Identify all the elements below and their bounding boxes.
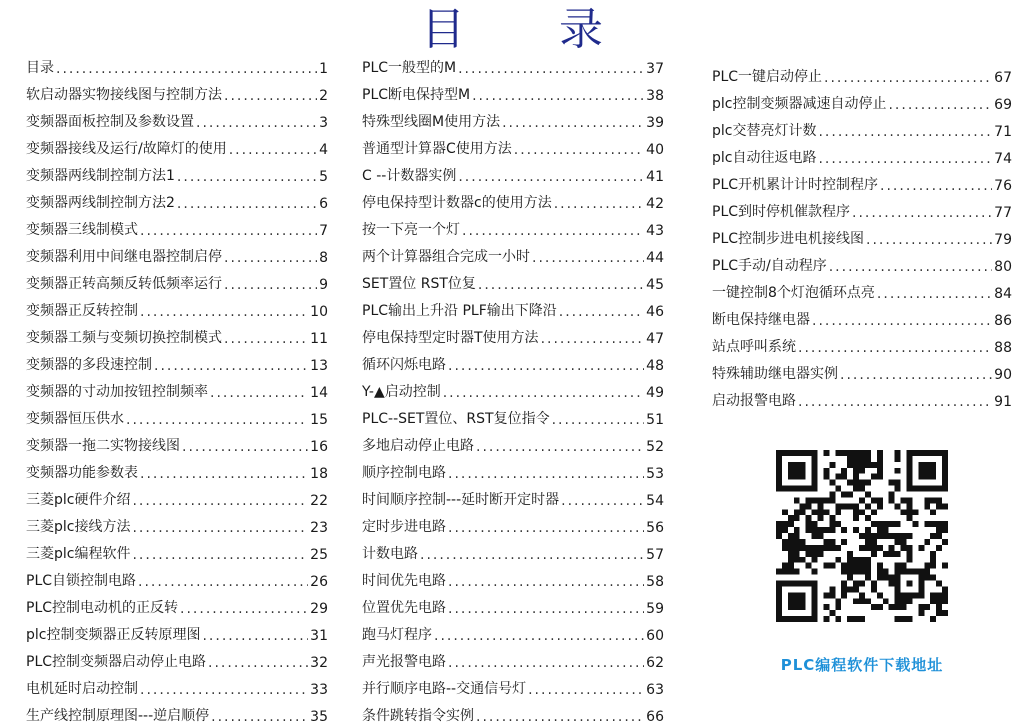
- toc-entry[interactable]: [712, 356, 1012, 383]
- toc-entry[interactable]: [26, 401, 328, 428]
- toc-entry[interactable]: [712, 302, 1012, 329]
- toc-leader-dots: [132, 547, 308, 563]
- toc-leader-dots: [177, 196, 317, 212]
- toc-entry-page: 3: [319, 115, 328, 131]
- toc-leader-dots: [888, 97, 992, 113]
- toc-entry-title: 循环闪烁电路: [362, 357, 446, 373]
- toc-entry[interactable]: [26, 590, 328, 617]
- toc-entry[interactable]: [26, 158, 328, 185]
- toc-entry[interactable]: [362, 239, 664, 266]
- toc-entry-page: 35: [310, 709, 328, 725]
- toc-leader-dots: [552, 412, 645, 428]
- toc-leader-dots: [224, 331, 308, 347]
- toc-entry-page: 84: [994, 286, 1012, 302]
- toc-entry[interactable]: [26, 131, 328, 158]
- toc-entry-page: 80: [994, 259, 1012, 275]
- toc-entry-title: 定时步进电路: [362, 519, 446, 535]
- toc-entry-page: 13: [310, 358, 328, 374]
- toc-entry[interactable]: [26, 185, 328, 212]
- qr-caption: PLC编程软件下载地址: [780, 656, 944, 674]
- toc-entry-page: 45: [646, 277, 664, 293]
- toc-entry-page: 57: [646, 547, 664, 563]
- toc-entry-page: 58: [646, 574, 664, 590]
- toc-entry-page: 74: [994, 151, 1012, 167]
- toc-entry[interactable]: [362, 293, 664, 320]
- toc-entry-title: 时间顺序控制---延时断开定时器: [362, 492, 560, 508]
- toc-entry-title: PLC控制变频器启动停止电路: [26, 654, 207, 670]
- toc-entry-title: 变频器利用中间继电器控制启停: [26, 249, 222, 265]
- toc-leader-dots: [462, 223, 644, 239]
- toc-entry-page: 37: [646, 61, 664, 77]
- toc-leader-dots: [180, 601, 308, 617]
- toc-leader-dots: [458, 169, 644, 185]
- toc-entry-title: 目录: [26, 60, 54, 76]
- toc-leader-dots: [448, 520, 644, 536]
- toc-entry[interactable]: [26, 482, 328, 509]
- toc-entry-title: plc控制变频器正反转原理图: [26, 627, 201, 643]
- toc-entry[interactable]: [362, 158, 664, 185]
- toc-entry-page: 76: [994, 178, 1012, 194]
- toc-entry-page: 90: [994, 367, 1012, 383]
- toc-entry[interactable]: [362, 266, 664, 293]
- toc-entry[interactable]: [26, 266, 328, 293]
- toc-entry-title: PLC输出上升沿 PLF输出下降沿: [362, 303, 557, 319]
- toc-entry-title: PLC自锁控制电路: [26, 573, 137, 589]
- toc-entry-title: 三菱plc接线方法: [26, 519, 131, 535]
- toc-entry-title: 变频器两线制控制方法1: [26, 168, 175, 184]
- toc-entry-title: PLC--SET置位、RST复位指令: [362, 411, 550, 427]
- toc-entry-title: 并行顺序电路--交通信号灯: [362, 681, 527, 697]
- toc-entry-title: PLC开机累计计时控制程序: [712, 177, 879, 193]
- toc-entry-page: 47: [646, 331, 664, 347]
- toc-entry[interactable]: [26, 104, 328, 131]
- toc-leader-dots: [478, 277, 644, 293]
- toc-entry-title: 变频器恒压供水: [26, 411, 124, 427]
- toc-entry[interactable]: [362, 131, 664, 158]
- toc-leader-dots: [211, 709, 308, 725]
- toc-entry-page: 16: [310, 439, 328, 455]
- toc-entry-title: 时间优先电路: [362, 573, 446, 589]
- toc-column-1: [26, 50, 328, 725]
- toc-leader-dots: [880, 178, 992, 194]
- toc-leader-dots: [448, 655, 644, 671]
- toc-entry[interactable]: [26, 50, 328, 77]
- toc-entry-title: 变频器面板控制及参数设置: [26, 114, 194, 130]
- toc-entry[interactable]: [362, 374, 664, 401]
- toc-entry-page: 39: [646, 115, 664, 131]
- toc-leader-dots: [532, 250, 644, 266]
- toc-entry-title: 变频器两线制控制方法2: [26, 195, 175, 211]
- toc-entry[interactable]: [712, 167, 1012, 194]
- toc-leader-dots: [559, 304, 644, 320]
- toc-entry-title: 计数电路: [362, 546, 418, 562]
- toc-entry[interactable]: [712, 86, 1012, 113]
- toc-entry-page: 41: [646, 169, 664, 185]
- toc-entry-title: 三菱plc编程软件: [26, 546, 131, 562]
- toc-entry-title: 变频器正转高频反转低频率运行: [26, 276, 222, 292]
- toc-entry-page: 52: [646, 439, 664, 455]
- toc-entry-title: 跑马灯程序: [362, 627, 432, 643]
- toc-entry-page: 43: [646, 223, 664, 239]
- toc-leader-dots: [812, 313, 992, 329]
- toc-leader-dots: [798, 340, 992, 356]
- toc-entry-page: 46: [646, 304, 664, 320]
- toc-leader-dots: [202, 628, 308, 644]
- toc-entry-page: 79: [994, 232, 1012, 248]
- toc-entry[interactable]: [26, 239, 328, 266]
- toc-entry-title: 生产线控制原理图---逆启顺停: [26, 708, 210, 724]
- toc-leader-dots: [138, 574, 308, 590]
- toc-entry-page: 18: [310, 466, 328, 482]
- toc-entry[interactable]: [362, 617, 664, 644]
- toc-entry[interactable]: [26, 293, 328, 320]
- toc-leader-dots: [840, 367, 992, 383]
- toc-leader-dots: [472, 88, 644, 104]
- toc-entry-page: 31: [310, 628, 328, 644]
- toc-entry-title: PLC一般型的M: [362, 60, 457, 76]
- toc-entry[interactable]: [26, 212, 328, 239]
- toc-entry-title: 多地启动停止电路: [362, 438, 474, 454]
- toc-entry[interactable]: [362, 212, 664, 239]
- toc-entry-title: PLC手动/自动程序: [712, 258, 827, 274]
- toc-entry-title: 一键控制8个灯泡循环点亮: [712, 285, 875, 301]
- toc-leader-dots: [420, 547, 644, 563]
- toc-entry-title: PLC一键启动停止: [712, 69, 823, 85]
- toc-entry-page: 56: [646, 520, 664, 536]
- toc-entry[interactable]: [362, 536, 664, 563]
- toc-entry[interactable]: [26, 536, 328, 563]
- toc-entry-page: 11: [310, 331, 328, 347]
- toc-leader-dots: [140, 223, 317, 239]
- toc-entry[interactable]: [362, 50, 664, 77]
- toc-entry-page: 48: [646, 358, 664, 374]
- toc-entry-page: 49: [646, 385, 664, 401]
- toc-leader-dots: [866, 232, 992, 248]
- toc-entry[interactable]: [362, 77, 664, 104]
- toc-entry-title: plc交替亮灯计数: [712, 123, 817, 139]
- toc-entry-title: 变频器的寸动加按钮控制频率: [26, 384, 208, 400]
- toc-entry-title: PLC控制电动机的正反转: [26, 600, 179, 616]
- toc-entry-page: 42: [646, 196, 664, 212]
- toc-leader-dots: [798, 394, 992, 410]
- toc-entry[interactable]: [362, 320, 664, 347]
- toc-entry-page: 33: [310, 682, 328, 698]
- toc-entry-page: 60: [646, 628, 664, 644]
- toc-entry-page: 9: [319, 277, 328, 293]
- toc-entry-page: 15: [310, 412, 328, 428]
- toc-entry[interactable]: [362, 104, 664, 131]
- toc-leader-dots: [196, 115, 317, 131]
- toc-entry[interactable]: [712, 329, 1012, 356]
- toc-entry-title: 声光报警电路: [362, 654, 446, 670]
- toc-leader-dots: [210, 385, 308, 401]
- toc-entry-page: 22: [310, 493, 328, 509]
- toc-entry[interactable]: [362, 644, 664, 671]
- toc-entry[interactable]: [362, 401, 664, 428]
- toc-entry-page: 29: [310, 601, 328, 617]
- toc-entry-title: 停电保持型定时器T使用方法: [362, 330, 539, 346]
- toc-entry-page: 40: [646, 142, 664, 158]
- toc-leader-dots: [502, 115, 644, 131]
- toc-leader-dots: [852, 205, 992, 221]
- toc-entry-title: plc自动往返电路: [712, 150, 817, 166]
- toc-entry-page: 71: [994, 124, 1012, 140]
- toc-entry[interactable]: [712, 275, 1012, 302]
- toc-entry-title: 变频器的多段速控制: [26, 357, 152, 373]
- toc-entry-page: 2: [319, 88, 328, 104]
- toc-entry-title: 普通型计算器C使用方法: [362, 141, 512, 157]
- toc-entry[interactable]: [26, 563, 328, 590]
- toc-leader-dots: [224, 250, 317, 266]
- toc-entry-page: 25: [310, 547, 328, 563]
- toc-entry-page: 88: [994, 340, 1012, 356]
- toc-entry-title: 电机延时启动控制: [26, 681, 138, 697]
- toc-entry[interactable]: [26, 617, 328, 644]
- toc-entry-title: 条件跳转指令实例: [362, 708, 474, 724]
- toc-entry[interactable]: [26, 374, 328, 401]
- toc-entry-title: PLC断电保持型M: [362, 87, 471, 103]
- toc-entry-page: 51: [646, 412, 664, 428]
- toc-entry-page: 8: [319, 250, 328, 266]
- toc-leader-dots: [140, 466, 308, 482]
- toc-entry-title: 变频器接线及运行/故障灯的使用: [26, 141, 227, 157]
- toc-leader-dots: [434, 628, 644, 644]
- toc-leader-dots: [448, 466, 644, 482]
- toc-entry-title: 软启动器实物接线图与控制方法: [26, 87, 222, 103]
- toc-entry[interactable]: [362, 509, 664, 536]
- qr-code-icon: [776, 450, 948, 622]
- toc-entry-page: 7: [319, 223, 328, 239]
- toc-leader-dots: [140, 304, 308, 320]
- toc-entry-title: PLC控制步进电机接线图: [712, 231, 865, 247]
- toc-entry-title: 按一下亮一个灯: [362, 222, 460, 238]
- toc-leader-dots: [824, 70, 992, 86]
- toc-entry-title: plc控制变频器减速自动停止: [712, 96, 887, 112]
- toc-leader-dots: [448, 601, 644, 617]
- toc-leader-dots: [140, 682, 308, 698]
- toc-leader-dots: [818, 151, 992, 167]
- toc-entry-page: 14: [310, 385, 328, 401]
- toc-entry[interactable]: [362, 671, 664, 698]
- toc-leader-dots: [443, 385, 644, 401]
- toc-leader-dots: [561, 493, 644, 509]
- toc-entry-title: 顺序控制电路: [362, 465, 446, 481]
- toc-entry-page: 62: [646, 655, 664, 671]
- toc-entry-title: 特殊型线圈M使用方法: [362, 114, 501, 130]
- toc-entry-page: 67: [994, 70, 1012, 86]
- toc-entry-title: 三菱plc硬件介绍: [26, 492, 131, 508]
- toc-leader-dots: [224, 88, 317, 104]
- toc-leader-dots: [818, 124, 992, 140]
- toc-entry-page: 86: [994, 313, 1012, 329]
- toc-entry-page: 1: [319, 61, 328, 77]
- page-title: 目 录: [421, 4, 643, 55]
- toc-leader-dots: [182, 439, 308, 455]
- toc-entry[interactable]: [712, 140, 1012, 167]
- toc-leader-dots: [154, 358, 308, 374]
- toc-entry-page: 77: [994, 205, 1012, 221]
- toc-entry[interactable]: [712, 113, 1012, 140]
- toc-entry-title: 变频器正反转控制: [26, 303, 138, 319]
- toc-entry-title: 变频器三线制模式: [26, 222, 138, 238]
- toc-entry[interactable]: [26, 644, 328, 671]
- toc-entry[interactable]: [26, 428, 328, 455]
- toc-entry-title: 变频器一拖二实物接线图: [26, 438, 180, 454]
- toc-entry[interactable]: [362, 185, 664, 212]
- toc-entry[interactable]: [362, 563, 664, 590]
- toc-entry-page: 4: [319, 142, 328, 158]
- toc-leader-dots: [458, 61, 644, 77]
- toc-entry-page: 54: [646, 493, 664, 509]
- toc-leader-dots: [126, 412, 308, 428]
- toc-leader-dots: [541, 331, 645, 347]
- toc-leader-dots: [229, 142, 317, 158]
- toc-leader-dots: [56, 61, 317, 77]
- toc-entry-page: 44: [646, 250, 664, 266]
- toc-entry-page: 23: [310, 520, 328, 536]
- toc-entry-page: 53: [646, 466, 664, 482]
- toc-entry[interactable]: [362, 482, 664, 509]
- toc-entry[interactable]: [362, 347, 664, 374]
- toc-entry-title: PLC到时停机催款程序: [712, 204, 851, 220]
- toc-leader-dots: [829, 259, 992, 275]
- toc-leader-dots: [132, 493, 308, 509]
- toc-entry[interactable]: [712, 59, 1012, 86]
- toc-column-2: [362, 50, 664, 725]
- toc-entry-title: 变频器工频与变频切换控制模式: [26, 330, 222, 346]
- toc-entry[interactable]: [362, 455, 664, 482]
- toc-leader-dots: [877, 286, 992, 302]
- toc-leader-dots: [224, 277, 317, 293]
- toc-entry[interactable]: [712, 248, 1012, 275]
- toc-entry-page: 6: [319, 196, 328, 212]
- toc-leader-dots: [208, 655, 308, 671]
- toc-entry-title: Y-▲启动控制: [362, 384, 441, 400]
- toc-entry-page: 69: [994, 97, 1012, 113]
- toc-leader-dots: [448, 574, 644, 590]
- toc-entry-page: 66: [646, 709, 664, 725]
- toc-entry[interactable]: [26, 455, 328, 482]
- toc-column-3: [712, 59, 1012, 410]
- toc-entry-page: 91: [994, 394, 1012, 410]
- toc-entry-page: 38: [646, 88, 664, 104]
- toc-entry[interactable]: [712, 194, 1012, 221]
- toc-entry[interactable]: [712, 221, 1012, 248]
- toc-entry[interactable]: [26, 77, 328, 104]
- toc-entry[interactable]: [26, 698, 328, 725]
- toc-entry-page: 5: [319, 169, 328, 185]
- toc-entry-title: 特殊辅助继电器实例: [712, 366, 838, 382]
- toc-entry-title: 位置优先电路: [362, 600, 446, 616]
- toc-entry-page: 32: [310, 655, 328, 671]
- toc-leader-dots: [528, 682, 644, 698]
- toc-entry[interactable]: [712, 383, 1012, 410]
- toc-entry[interactable]: [26, 347, 328, 374]
- toc-leader-dots: [476, 439, 644, 455]
- toc-entry-title: 站点呼叫系统: [712, 339, 796, 355]
- toc-leader-dots: [514, 142, 644, 158]
- toc-leader-dots: [132, 520, 308, 536]
- toc-entry[interactable]: [362, 698, 664, 725]
- toc-entry[interactable]: [362, 428, 664, 455]
- toc-entry-title: 停电保持型计数器c的使用方法: [362, 195, 552, 211]
- toc-entry-title: 两个计算器组合完成一小时: [362, 249, 530, 265]
- toc-entry-page: 26: [310, 574, 328, 590]
- toc-entry-title: 变频器功能参数表: [26, 465, 138, 481]
- toc-entry[interactable]: [26, 671, 328, 698]
- toc-entry-title: 启动报警电路: [712, 393, 796, 409]
- toc-entry-page: 63: [646, 682, 664, 698]
- toc-entry-title: SET置位 RST位复: [362, 276, 476, 292]
- toc-entry-page: 10: [310, 304, 328, 320]
- toc-entry[interactable]: [26, 320, 328, 347]
- toc-leader-dots: [448, 358, 644, 374]
- toc-leader-dots: [177, 169, 317, 185]
- toc-leader-dots: [554, 196, 644, 212]
- toc-entry[interactable]: [362, 590, 664, 617]
- toc-entry-page: 59: [646, 601, 664, 617]
- toc-entry-title: C --计数器实例: [362, 168, 457, 184]
- toc-entry[interactable]: [26, 509, 328, 536]
- toc-leader-dots: [476, 709, 644, 725]
- toc-entry-title: 断电保持继电器: [712, 312, 810, 328]
